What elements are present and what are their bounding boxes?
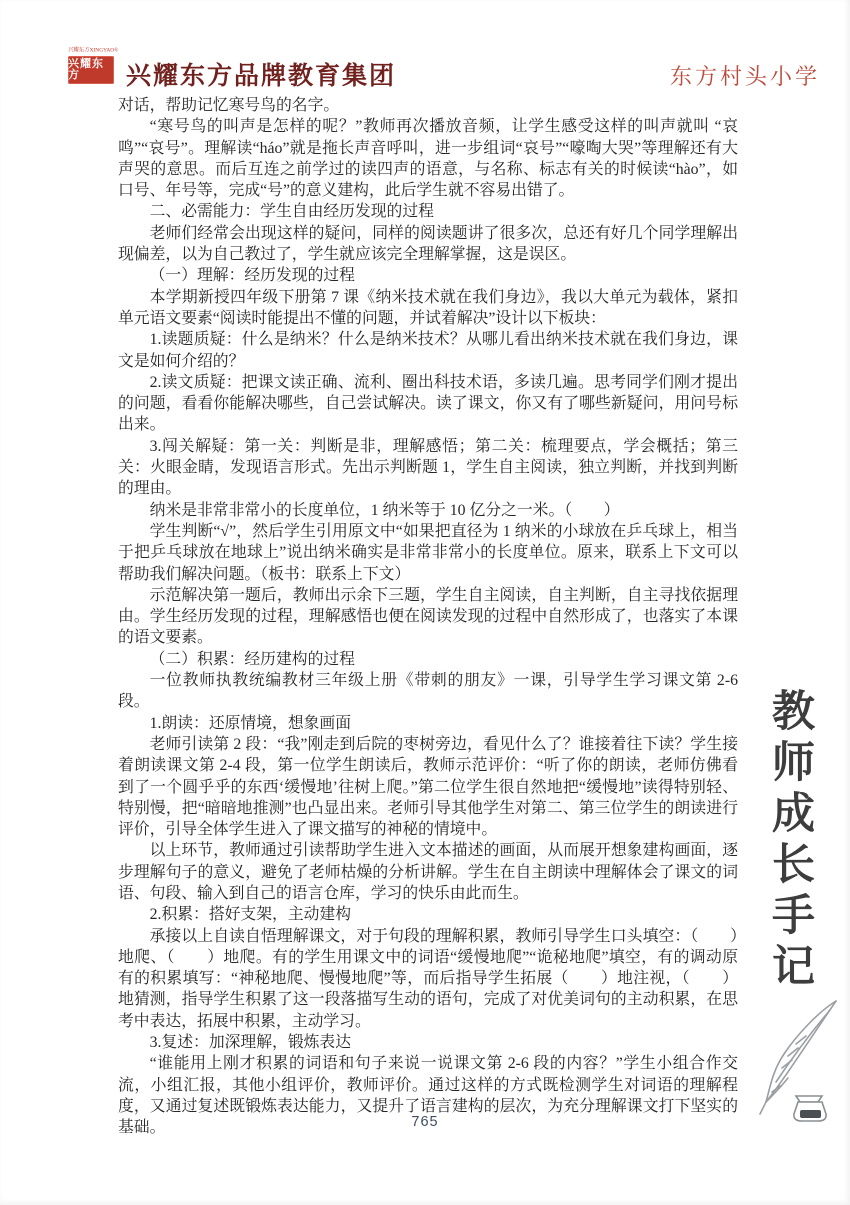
body-paragraph: 纳米是非常非常小的长度单位，1 纳米等于 10 亿分之一米。（ ） bbox=[149, 501, 620, 519]
body-paragraph: “谁能用上刚才积累的词语和句子来说一说课文第 2-6 段的内容？”学生小组合作交流，小组汇报，其他小组评价，教师评价。通过这样的方式既检测学生对词语的理解程度，又通过复述既锻炼表达能力，又提升了语言建构的层次，为充分理解课文打下坚实的基础。 bbox=[118, 1055, 738, 1137]
body-paragraph: 本学期新授四年级下册第 7 课《纳米技术就在我们身边》，我以大单元为载体，紧扣单元语文要素“阅读时能提出不懂的问题，并试着解决”设计以下板块： bbox=[118, 288, 738, 327]
body-paragraph: （二）积累：经历建构的过程 bbox=[149, 650, 355, 668]
body-paragraph: 1.朗读：还原情境，想象画面 bbox=[149, 714, 352, 732]
quill-ink-icon bbox=[752, 998, 848, 1130]
body-paragraph: 1.读题质疑：什么是纳米？什么是纳米技术？从哪儿看出纳米技术就在我们身边，课文是如何介绍的？ bbox=[118, 331, 738, 370]
school-name: 东方村头小学 bbox=[669, 65, 820, 90]
body-paragraph: 一位教师执教统编教材三年级上册《带刺的朋友》一课，引导学生学习课文第 2-6 段。 bbox=[118, 672, 738, 711]
body-paragraph: 3.闯关解疑：第一关：判断是非，理解感悟；第二关：梳理要点，学会概括；第三关：火眼金睛，发现语言形式。先出示判断题 1，学生自主阅读，独立判断，并找到判断的理由。 bbox=[118, 437, 738, 498]
body-paragraph: 承接以上自读自悟理解课文，对于句段的理解积累，教师引导学生口头填空：（ ）地爬、（ ）地爬。有的学生用课文中的词语“缓慢地爬”“诡秘地爬”填空，有的调动原有的积累填写：“神秘地爬、慢慢地爬”等，而后指导学生拓展（ ）地注视，（ ）地猜测，指导学生积累了这一段落描写生动的语句，完成了对优美词句的主动积累，在思考中表达，拓展中积累，主动学习。 bbox=[118, 927, 738, 1030]
body-paragraph: 老师引读第 2 段：“我”刚走到后院的枣树旁边，看见什么了？谁接着往下读？学生接着朗读课文第 2-4 段，第一位学生朗读后，教师示范评价：“听了你的朗读，老师仿佛看到了一个圆乎乎的东西‘缓慢地’往树上爬。”第二位学生很自然地把“缓慢地”读得特别轻、特别慢，把“暗暗地推测”也凸显出来。老师引导其他学生对第二、第三位学生的朗读进行评价，引导全体学生进入了课文描写的神秘的情境中。 bbox=[118, 735, 738, 839]
brand-seal-text: 兴耀东方 bbox=[68, 58, 104, 81]
body-paragraph: “寒号鸟的叫声是怎样的呢？”教师再次播放音频，让学生感受这样的叫声就叫 “哀鸣”“哀号”。理解读“háo”就是拖长声音呼叫，进一步组词“哀号”“嚎啕大哭”等理解还有大声哭的意思。而后互连之前学过的读四声的语意，与名称、标志有关的时候读“hào”，如口号、年号等，完成“号”的意义建构，此后学生就不容易出错了。 bbox=[118, 118, 738, 200]
body-paragraph: 学生判断“√”，然后学生引用原文中“如果把直径为 1 纳米的小球放在乒乓球上，相当于把乒乓球放在地球上”说出纳米确实是非常非常小的长度单位。原来，联系上下文可以帮助我们解决问题。（板书：联系上下文） bbox=[118, 522, 738, 583]
body-paragraph: 2.积累：搭好支架，主动建构 bbox=[149, 906, 352, 924]
brand-seal-icon bbox=[68, 56, 114, 84]
body-paragraph: 老师们经常会出现这样的疑问，同样的阅读题讲了很多次，总还有好几个同学理解出现偏差，以为自己教过了，学生就应该完全理解掌握，这是误区。 bbox=[118, 224, 738, 264]
brand-tagline-text: 兴耀东方XINGYAO® bbox=[68, 48, 119, 54]
body-paragraph: 二、必需能力：学生自由经历发现的过程 bbox=[149, 203, 434, 221]
body-paragraph: 以上环节，教师通过引读帮助学生进入文本描述的画面，从而展开想象建构画面，逐步理解句子的意义，避免了老师枯燥的分析讲解。学生在自主朗读中理解体会了课文的词语、句段、输入到自己的语言仓库，学习的快乐由此而生。 bbox=[118, 842, 738, 902]
company-name: 兴耀东方品牌教育集团 bbox=[126, 63, 397, 90]
body-paragraph: （一）理解：经历发现的过程 bbox=[149, 267, 355, 285]
teacher-growth-notes-calligraphy: 教师成长手记 bbox=[765, 688, 815, 994]
body-paragraph: 对话，帮助记忆寒号鸟的名字。 bbox=[118, 97, 340, 114]
body-paragraph: 示范解决第一题后，教师出示余下三题，学生自主阅读，自主判断，自主寻找依据理由。学生经历发现的过程，理解感悟也便在阅读发现的过程中自然形成了，也落实了本课的语文要素。 bbox=[118, 586, 738, 647]
brand-logo bbox=[68, 48, 120, 84]
body-paragraph: 3.复述：加深理解，锻炼表达 bbox=[149, 1034, 352, 1052]
document-body bbox=[118, 95, 738, 1139]
page-number: 765 bbox=[411, 1114, 439, 1130]
body-paragraph: 2.读文质疑：把课文读正确、流利、圈出科技术语，多读几遍。思考同学们刚才提出的问题，看看你能解决哪些，自己尝试解决。读了课文，你又有了哪些新疑问，用问号标出来。 bbox=[118, 373, 738, 434]
page-header bbox=[0, 0, 850, 100]
